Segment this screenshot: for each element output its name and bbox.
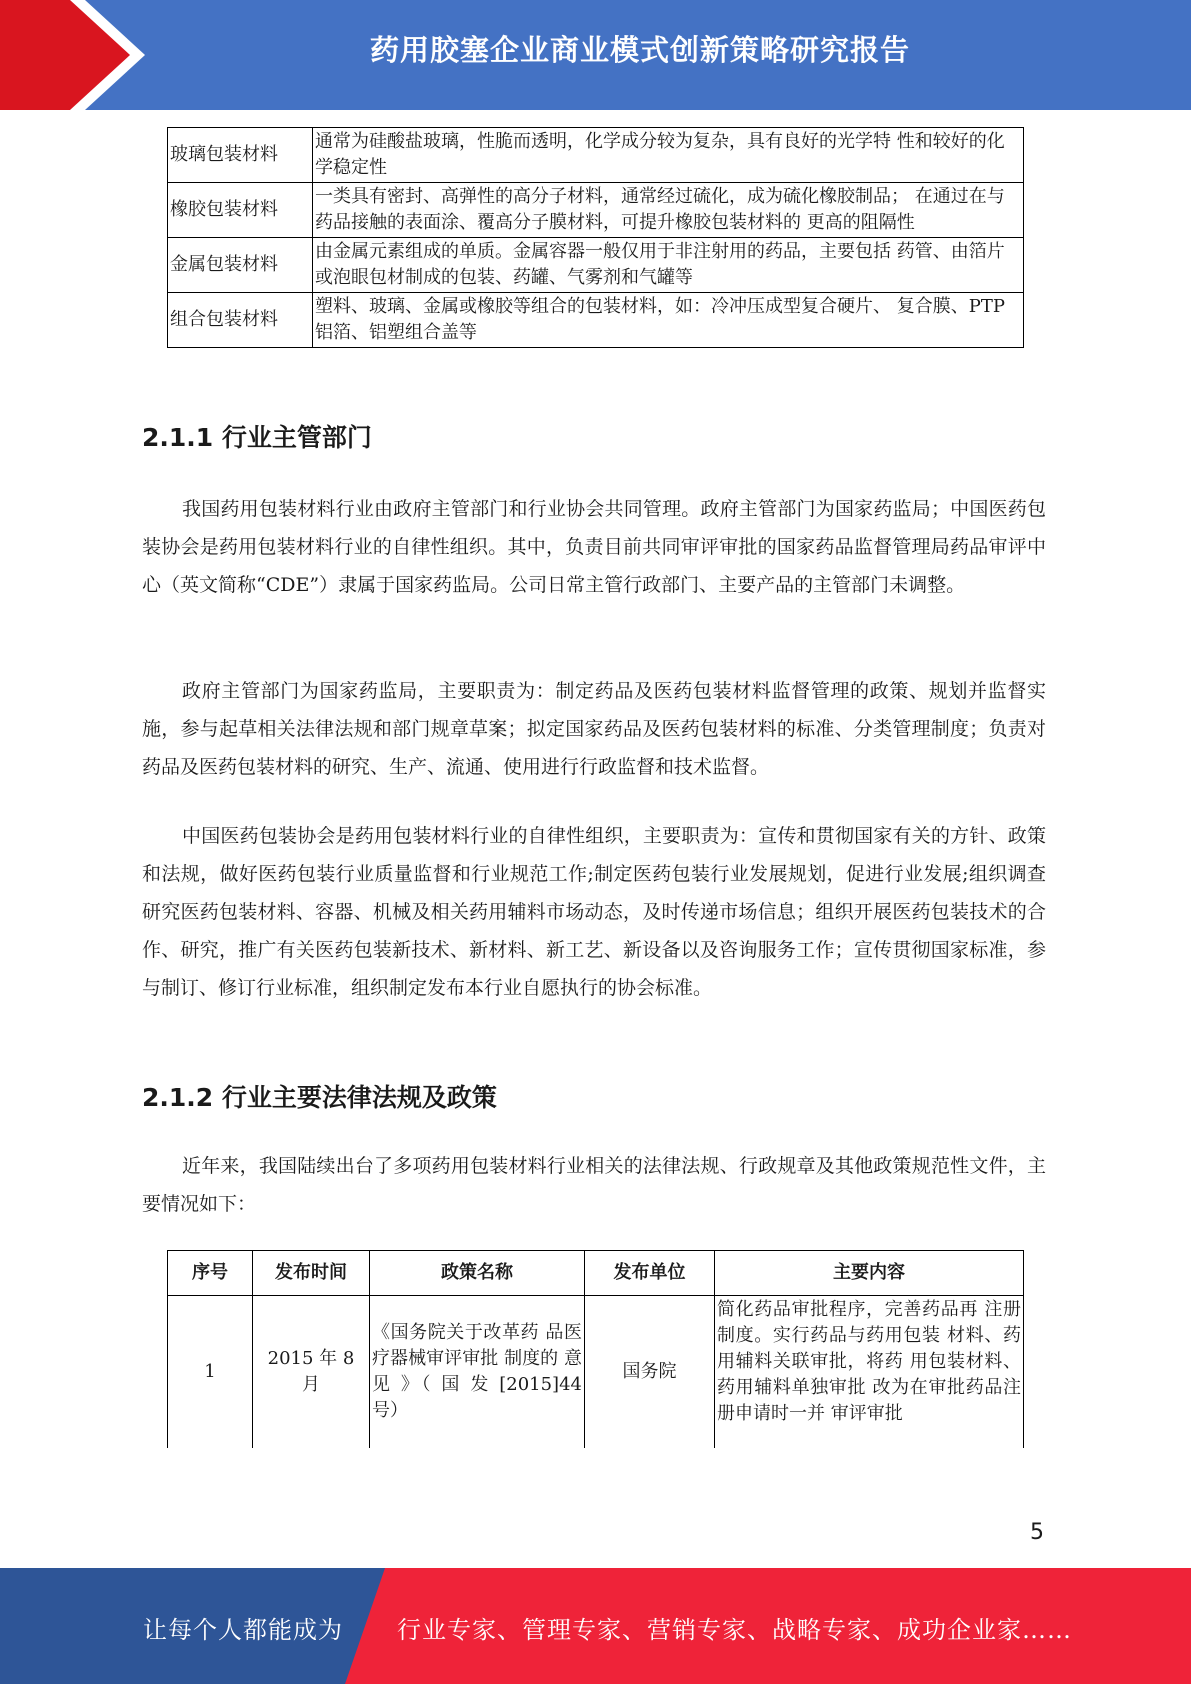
material-name: 玻璃包装材料 xyxy=(168,128,313,183)
paragraph: 中国医药包装协会是药用包装材料行业的自律性组织，主要职责为：宣传和贯彻国家有关的方针、政策和法规，做好医药包装行业质量监督和行业规范工作;制定医药包装行业发展规划，促进行业发展;组织调查研究医药包装材料、容器、机械及相关药用辅料市场动态，及时传递市场信息；组织开展医药包装技术的合作、研究，推广有关医药包装新技术、新材料、新工艺、新设备以及咨询服务工作；宣传贯彻国家标准，参与制订、修订行业标准，组织制定发布本行业自愿执行的协会标准。 xyxy=(142,825,1046,999)
column-header: 发布时间 xyxy=(253,1251,370,1296)
paragraph: 近年来，我国陆续出台了多项药用包装材料行业相关的法律法规、行政规章及其他政策规范性文件，主要情况如下： xyxy=(142,1155,1046,1215)
material-desc: 通常为硅酸盐玻璃，性脆而透明，化学成分较为复杂，具有良好的光学特 性和较好的化学稳定性 xyxy=(313,128,1024,183)
policy-name: 《国务院关于改革药 品医疗器械审评审批 制度的 意 见 》（ 国 发 [2015]44 号） xyxy=(370,1296,585,1449)
material-name: 橡胶包装材料 xyxy=(168,183,313,238)
column-header: 主要内容 xyxy=(715,1251,1024,1296)
policy-table xyxy=(167,1250,1024,1448)
material-desc: 一类具有密封、高弹性的高分子材料，通常经过硫化，成为硫化橡胶制品； 在通过在与药品接触的表面涂、覆高分子膜材料，可提升橡胶包装材料的 更高的阻隔性 xyxy=(313,183,1024,238)
material-name: 金属包装材料 xyxy=(168,238,313,293)
table-row xyxy=(168,1296,1024,1449)
section-heading-2-1-1: 2.1.1 行业主管部门 xyxy=(142,423,372,452)
section-heading-2-1-2: 2.1.2 行业主要法律法规及政策 xyxy=(142,1083,497,1112)
header-title: 药用胶塞企业商业模式创新策略研究报告 xyxy=(369,33,910,67)
page-footer xyxy=(0,1568,1191,1684)
table-row xyxy=(168,293,1024,348)
material-desc: 由金属元素组成的单质。金属容器一般仅用于非注射用的药品，主要包括 药管、由箔片或泡眼包材制成的包装、药罐、气雾剂和气罐等 xyxy=(313,238,1024,293)
footer-slogan-right: 行业专家、管理专家、营销专家、战略专家、成功企业家…… xyxy=(397,1616,1072,1644)
paragraph: 我国药用包装材料行业由政府主管部门和行业协会共同管理。政府主管部门为国家药监局；中国医药包装协会是药用包装材料行业的自律性组织。其中，负责目前共同审评审批的国家药品监督管理局药品审评中心（英文简称“CDE”）隶属于国家药监局。公司日常主管行政部门、主要产品的主管部门未调整。 xyxy=(142,498,1046,596)
material-desc: 塑料、玻璃、金属或橡胶等组合的包装材料，如：冷冲压成型复合硬片、 复合膜、PTP 铝箔、铝塑组合盖等 xyxy=(313,293,1024,348)
column-header: 发布单位 xyxy=(585,1251,715,1296)
material-name: 组合包装材料 xyxy=(168,293,313,348)
policy-issuer: 国务院 xyxy=(585,1296,715,1449)
table-header-row xyxy=(168,1251,1024,1296)
table-row xyxy=(168,183,1024,238)
column-header: 政策名称 xyxy=(370,1251,585,1296)
table-row xyxy=(168,128,1024,183)
page-number: 5 xyxy=(1030,1520,1044,1545)
column-header: 序号 xyxy=(168,1251,253,1296)
materials-table xyxy=(167,127,1024,348)
table-row xyxy=(168,238,1024,293)
footer-slogan-left: 让每个人都能成为 xyxy=(143,1616,343,1644)
paragraph: 政府主管部门为国家药监局，主要职责为：制定药品及医药包装材料监督管理的政策、规划并监督实施，参与起草相关法律法规和部门规章草案；拟定国家药品及医药包装材料的标准、分类管理制度；负责对药品及医药包装材料的研究、生产、流通、使用进行行政监督和技术监督。 xyxy=(142,680,1046,778)
page-header xyxy=(0,0,1191,110)
policy-content: 简化药品审批程序，完善药品再 注册制度。实行药品与药用包装 材料、药用辅料关联审批，将药 用包装材料、药用辅料单独审批 改为在审批药品注册申请时一并 审评审批 xyxy=(715,1296,1024,1449)
policy-no: 1 xyxy=(168,1296,253,1449)
policy-date: 2015 年 8 月 xyxy=(253,1296,370,1449)
